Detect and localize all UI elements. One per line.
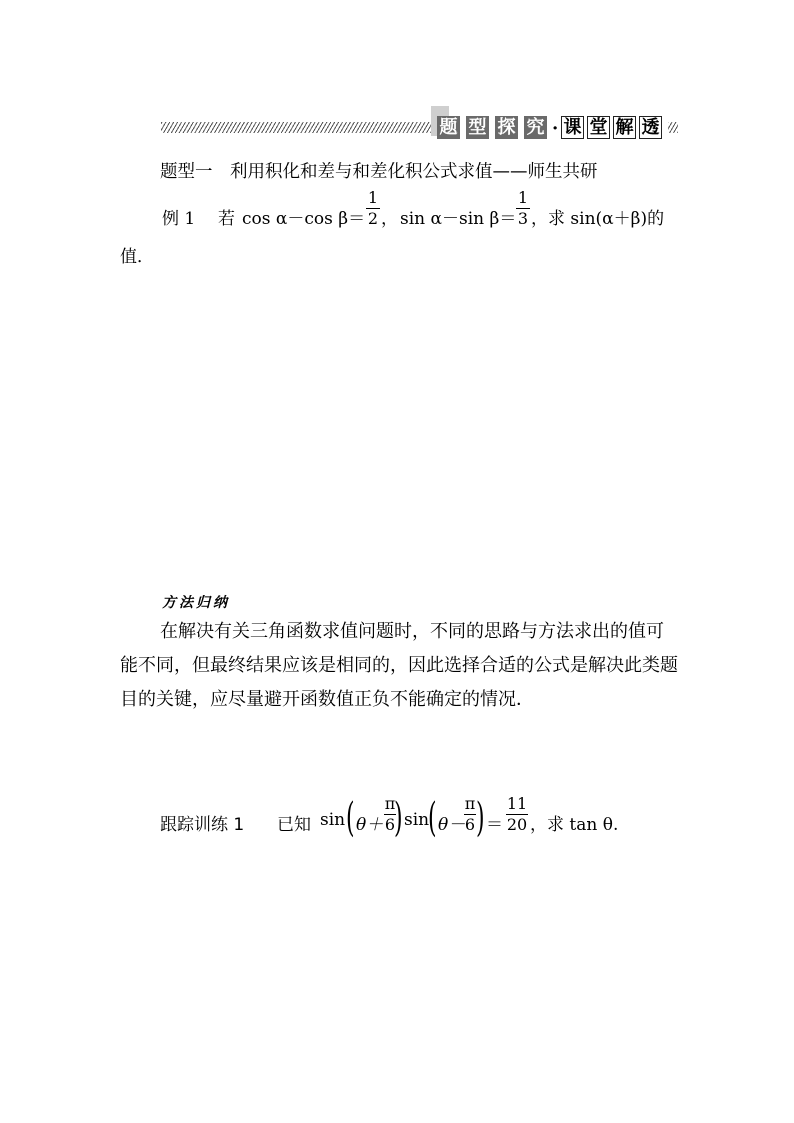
theta-plus: θ＋	[356, 815, 384, 835]
example-continuation: 值．	[120, 247, 154, 267]
fraction-one-third	[516, 188, 530, 229]
banner-char: 解	[613, 116, 636, 139]
fraction-numerator: 1	[367, 188, 379, 207]
equals-sign: ＝	[486, 815, 503, 835]
theta-minus: θ－	[438, 815, 466, 835]
practice-label: 跟踪训练 1	[160, 815, 245, 835]
banner-char: 探	[495, 116, 518, 139]
right-paren: )	[476, 795, 485, 841]
banner-char: 型	[466, 116, 489, 139]
banner-char: 课	[561, 116, 584, 139]
left-paren: (	[428, 795, 437, 841]
fraction-numerator: 11	[506, 794, 528, 813]
fraction-eleven-twentieths	[506, 794, 528, 835]
sin-function: sin	[320, 810, 346, 830]
expression-sin-diff: sin α－sin β＝	[400, 209, 517, 229]
left-paren: (	[346, 795, 355, 841]
method-title: 方法归纳	[162, 595, 230, 611]
section-banner	[431, 106, 667, 142]
example-lead: 若	[218, 209, 235, 229]
fraction-denominator: 20	[506, 815, 528, 834]
example-question: ，求 sin(α＋β)的	[531, 209, 665, 229]
fraction-pi-over-6	[464, 794, 476, 835]
fraction-denominator: 6	[384, 815, 396, 834]
sin-function: sin	[404, 810, 430, 830]
right-paren: )	[394, 795, 403, 841]
example-label: 例 1	[162, 209, 196, 229]
banner-separator: ·	[552, 118, 559, 139]
fraction-numerator: π	[464, 794, 476, 813]
method-body: 在解决有关三角函数求值问题时，不同的思路与方法求出的值可能不同，但最终结果应该是相同的，因此选择合适的公式是解决此类题目的关键，应尽量避开函数值正负不能确定的情况．	[120, 621, 678, 710]
practice-lead: 已知	[277, 815, 311, 835]
expression-cos-diff: cos α－cos β＝	[242, 209, 366, 229]
header-rule-right	[668, 122, 678, 133]
fraction-denominator: 2	[367, 209, 379, 228]
practice-question: ，求 tan θ.	[530, 815, 619, 835]
banner-char: 究	[524, 116, 547, 139]
fraction-one-half	[366, 188, 380, 229]
header-rule-left	[161, 122, 431, 133]
comma: ，	[381, 209, 398, 229]
banner-char: 透	[639, 116, 662, 139]
fraction-numerator: π	[384, 794, 396, 813]
fraction-numerator: 1	[517, 188, 529, 207]
fraction-denominator: 3	[517, 209, 529, 228]
banner-char: 题	[437, 116, 460, 139]
fraction-denominator: 6	[464, 815, 476, 834]
section-heading: 题型一 利用积化和差与和差化积公式求值——师生共研	[160, 162, 598, 182]
banner-char: 堂	[587, 116, 610, 139]
